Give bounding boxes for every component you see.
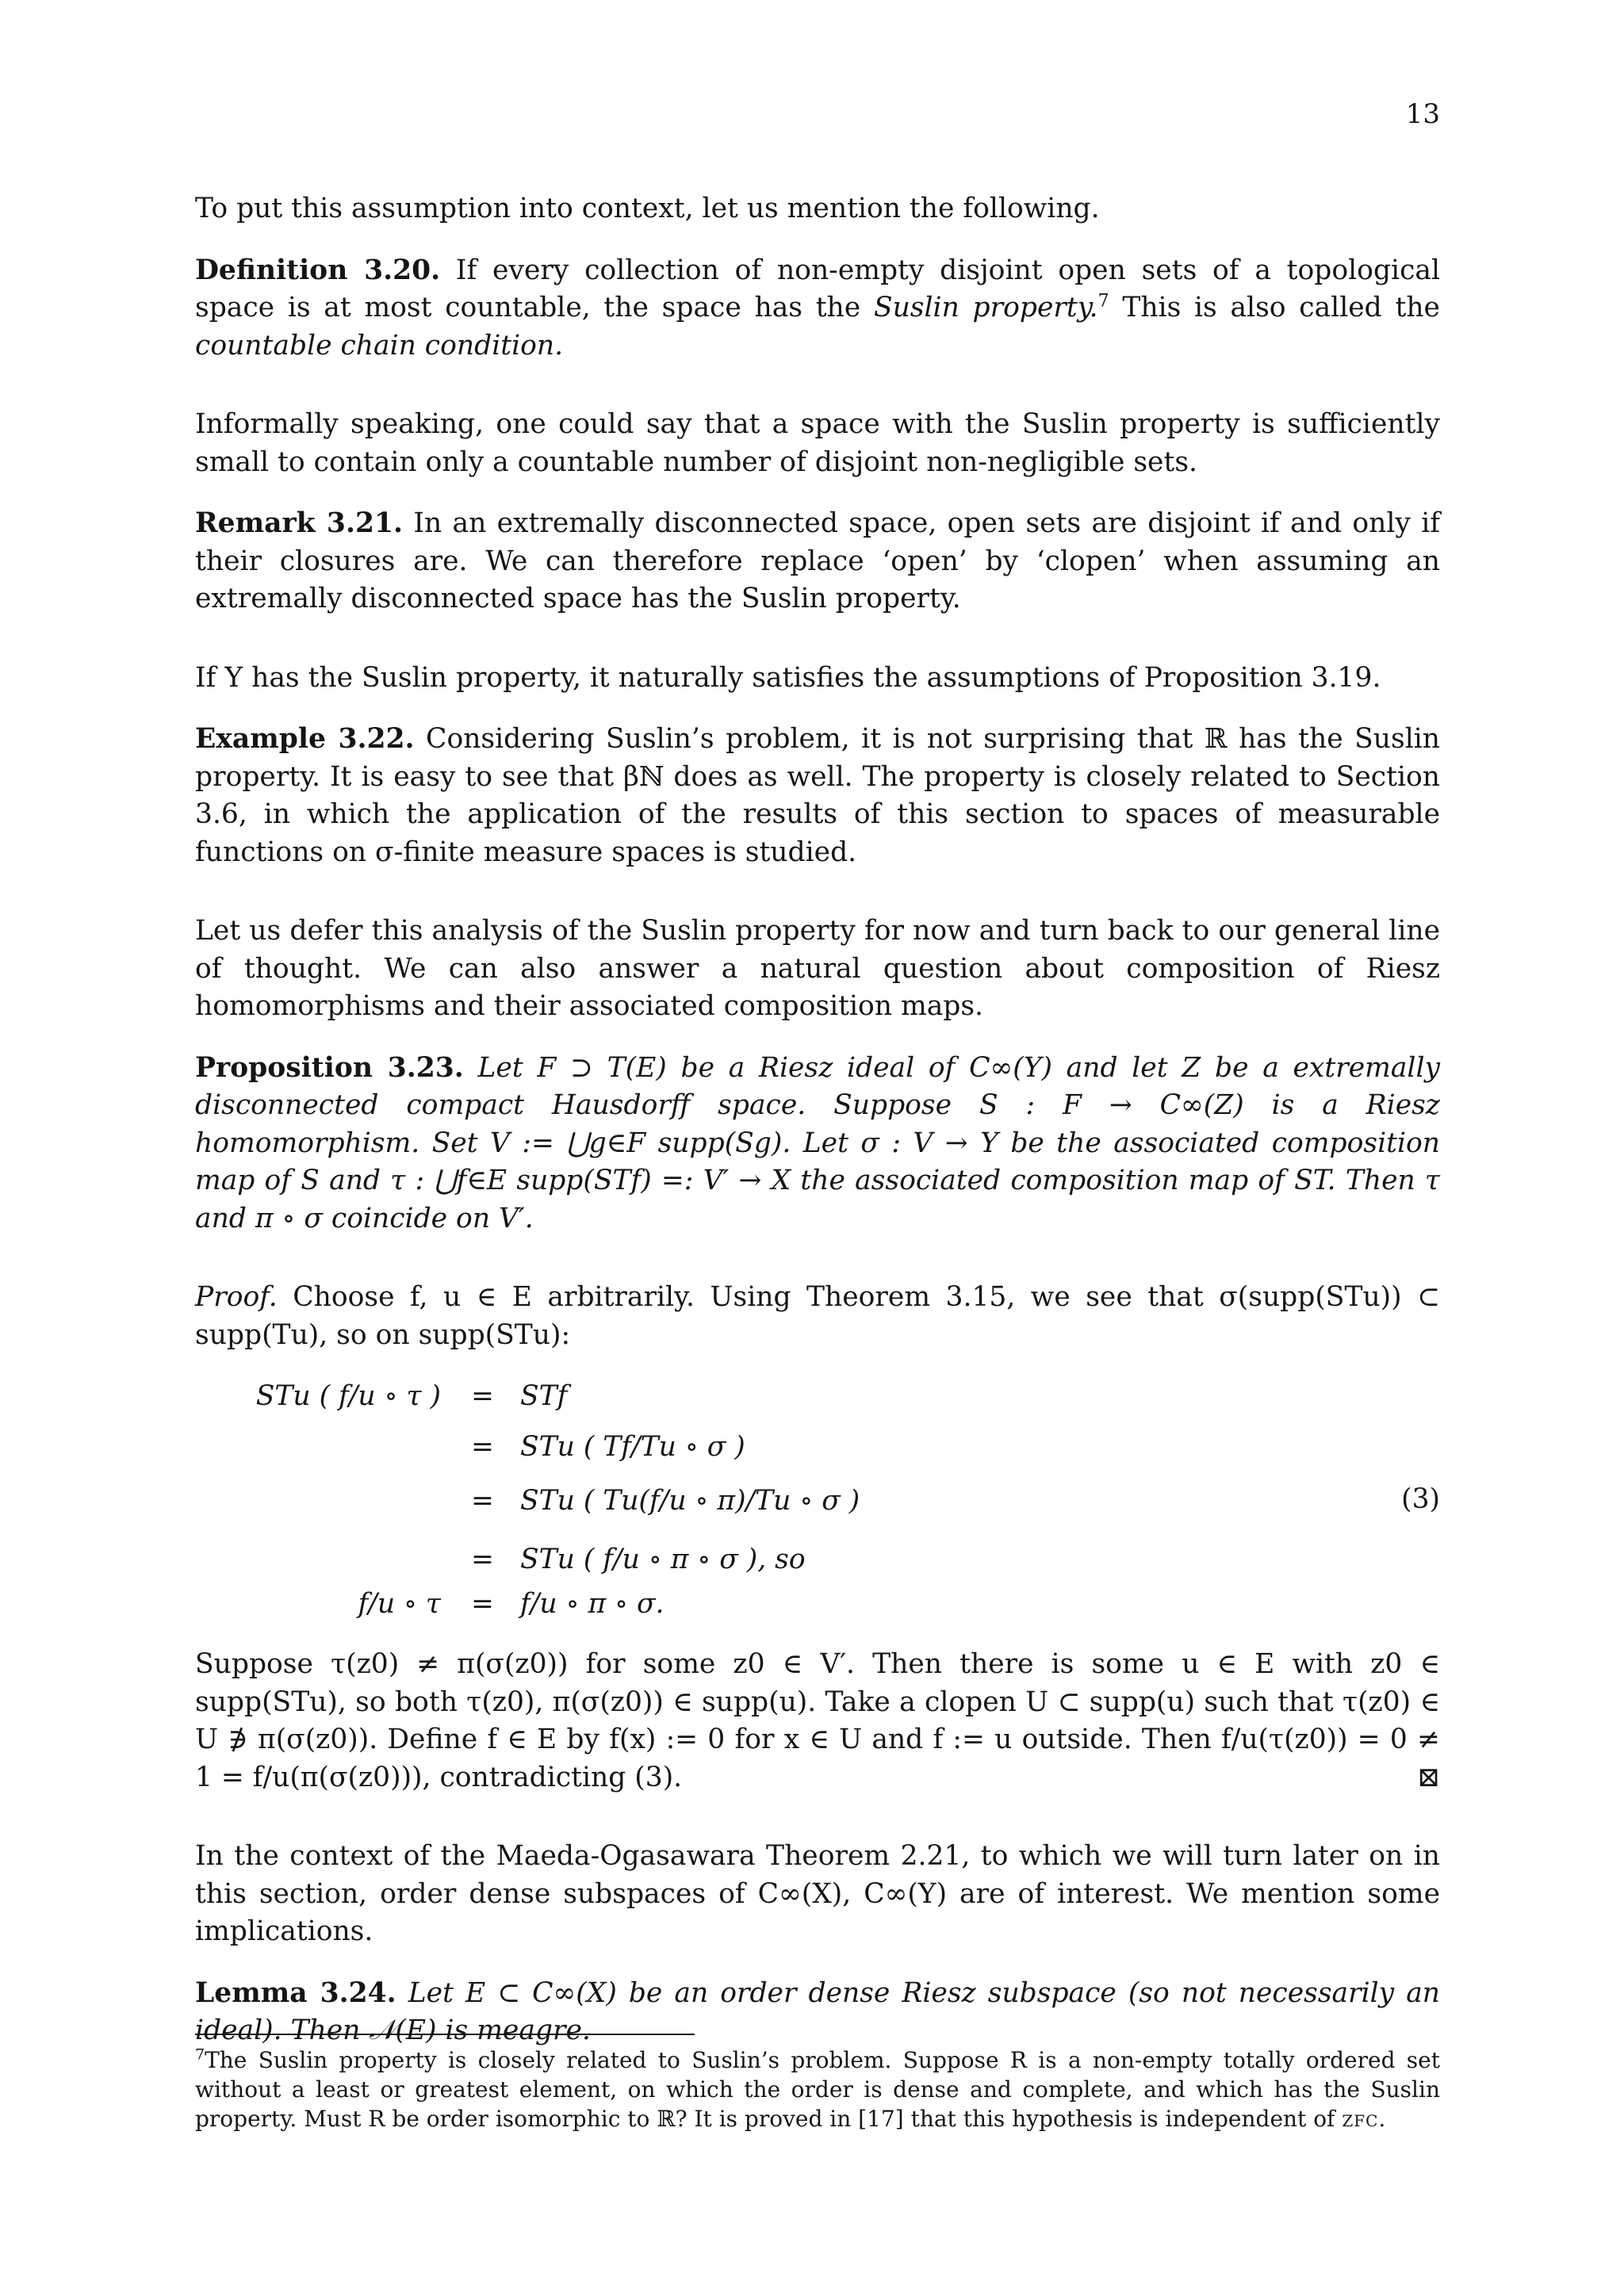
footnote-number: 7 <box>195 2045 205 2064</box>
defer-paragraph: Let us defer this analysis of the Suslin property for now and turn back to our general line of thought. We can also answer a natural question about composition of Riesz homomorphisms and their associated composition maps. <box>195 915 1440 1022</box>
eq-line-5-rhs: f/u ∘ π ∘ σ. <box>520 1588 665 1620</box>
definition-term-2: countable chain condition. <box>195 329 564 362</box>
example-text: Considering Suslin’s problem, it is not surprising that ℝ has the Suslin property. It is easy to see that βℕ does as well. The property is closely related to Section 3.6, in which the application of the results of this section to spaces of measurable functions on σ-finite measure spaces is studied. <box>195 723 1440 868</box>
footnote-mark[interactable]: 7 <box>1097 291 1109 312</box>
eq-line-4-rhs: STu ( f/u ∘ π ∘ σ ), so <box>520 1544 806 1575</box>
footnote-7 <box>195 2045 1440 2133</box>
example-label: Example 3.22. <box>195 723 415 755</box>
eq-line-2-rel: = <box>471 1431 494 1463</box>
footnote-text: The Suslin property is closely related to Suslin’s problem. Suppose R is a non-empty totally ordered set without a least or greatest element, on which the order is dense and complete, and which has the Suslin property. Must R be order isomorphic to ℝ? It is proved in [17] that this hypothesis is independent of <box>195 2047 1440 2132</box>
definition-text-2: This is also called the <box>1109 292 1440 323</box>
eq-line-3-rhs: STu ( Tu(f/u ∘ π)/Tu ∘ σ ) <box>520 1485 860 1517</box>
definition-3-20 <box>195 252 1440 365</box>
lemma-label: Lemma 3.24. <box>195 1976 396 2009</box>
eq-line-3-rel: = <box>471 1485 494 1517</box>
definition-label: Definition 3.20. <box>195 254 441 286</box>
proposition-label: Proposition 3.23. <box>195 1051 464 1084</box>
eq-line-2-rhs: STu ( Tf/Tu ∘ σ ) <box>520 1431 745 1463</box>
proof <box>195 1279 1440 1354</box>
eq-line-5-lhs: f/u ∘ τ <box>358 1588 441 1620</box>
footnote-zfc: zfc <box>1342 2106 1379 2132</box>
example-3-22 <box>195 721 1440 871</box>
eq-line-1-rel: = <box>471 1380 494 1412</box>
equation-3 <box>195 1378 1440 1630</box>
eq-line-4-rel: = <box>471 1544 494 1575</box>
suppose-text: Suppose τ(z0) ≠ π(σ(z0)) for some z0 ∈ V′. Then there is some u ∈ E with z0 ∈ supp(STu), so both τ(z0), π(σ(z0)) ∈ supp(u). Take a clopen U ⊂ supp(u) such that τ(z0) ∈ U ∌ π(σ(z0)). Define f ∈ E by f(x) := 0 for x ∈ U and f := u outside. Then f/u(τ(z0)) = 0 ≠ 1 = f/u(π(σ(z0))), contradicting (3). <box>195 1648 1440 1793</box>
main-text <box>195 190 1440 2074</box>
remark-3-21 <box>195 505 1440 618</box>
eq-line-1-lhs: STu ( f/u ∘ τ ) <box>255 1380 441 1412</box>
page-number: 13 <box>1405 98 1440 130</box>
lemma-3-24 <box>195 1975 1440 2050</box>
suppose-paragraph <box>195 1646 1440 1797</box>
equation-number: (3) <box>1401 1483 1440 1515</box>
proposition-text: Let F ⊃ T(E) be a Riesz ideal of C∞(Y) and let Z be a extremally disconnected compact Hausdorff space. Suppose S : F → C∞(Z) is a Riesz homomorphism. Set V := ⋃g∈F supp(Sg). Let σ : V → Y be the associated composition map of S and τ : ⋃f∈E supp(STf) =: V′ → X the associated composition map of ST. Then τ and π ∘ σ coincide on V′. <box>195 1051 1440 1234</box>
definition-text-1: If every collection of non-empty disjoint open sets of a topological space is at most countable, the space has the <box>195 254 1440 323</box>
proof-text: Choose f, u ∈ E arbitrarily. Using Theorem 3.15, we see that σ(supp(STu)) ⊂ supp(Tu), so on supp(STu): <box>195 1281 1440 1351</box>
lemma-text: Let E ⊂ C∞(X) be an order dense Riesz subspace (so not necessarily an ideal). Then 𝒩(E) is meagre. <box>195 1976 1441 2046</box>
informal-paragraph: Informally speaking, one could say that a space with the Suslin property is sufficiently small to contain only a countable number of disjoint non-negligible sets. <box>195 408 1440 478</box>
context-paragraph: In the context of the Maeda-Ogasawara Theorem 2.21, to which we will turn later on in this section, order dense subspaces of C∞(X), C∞(Y) are of interest. We mention some implications. <box>195 1840 1440 1947</box>
eq-line-5-rel: = <box>471 1588 494 1620</box>
proposition-3-23 <box>195 1050 1440 1238</box>
qed-symbol: ⊠ <box>1417 1761 1440 1793</box>
suslin-y-paragraph: If Y has the Suslin property, it naturally satisfies the assumptions of Proposition 3.19. <box>195 661 1381 694</box>
footnote-rule <box>195 2034 695 2035</box>
footnote-end: . <box>1378 2106 1386 2132</box>
proof-label: Proof. <box>195 1281 278 1313</box>
remark-label: Remark 3.21. <box>195 507 403 539</box>
eq-line-1-rhs: STf <box>520 1380 568 1412</box>
definition-term: Suslin property. <box>873 292 1098 323</box>
intro-paragraph: To put this assumption into context, let us mention the following. <box>195 193 1100 224</box>
remark-text: In an extremally disconnected space, open sets are disjoint if and only if their closures are. We can therefore replace ‘open’ by ‘clopen’ when assuming an extremally disconnected space has the Suslin property. <box>195 507 1441 614</box>
